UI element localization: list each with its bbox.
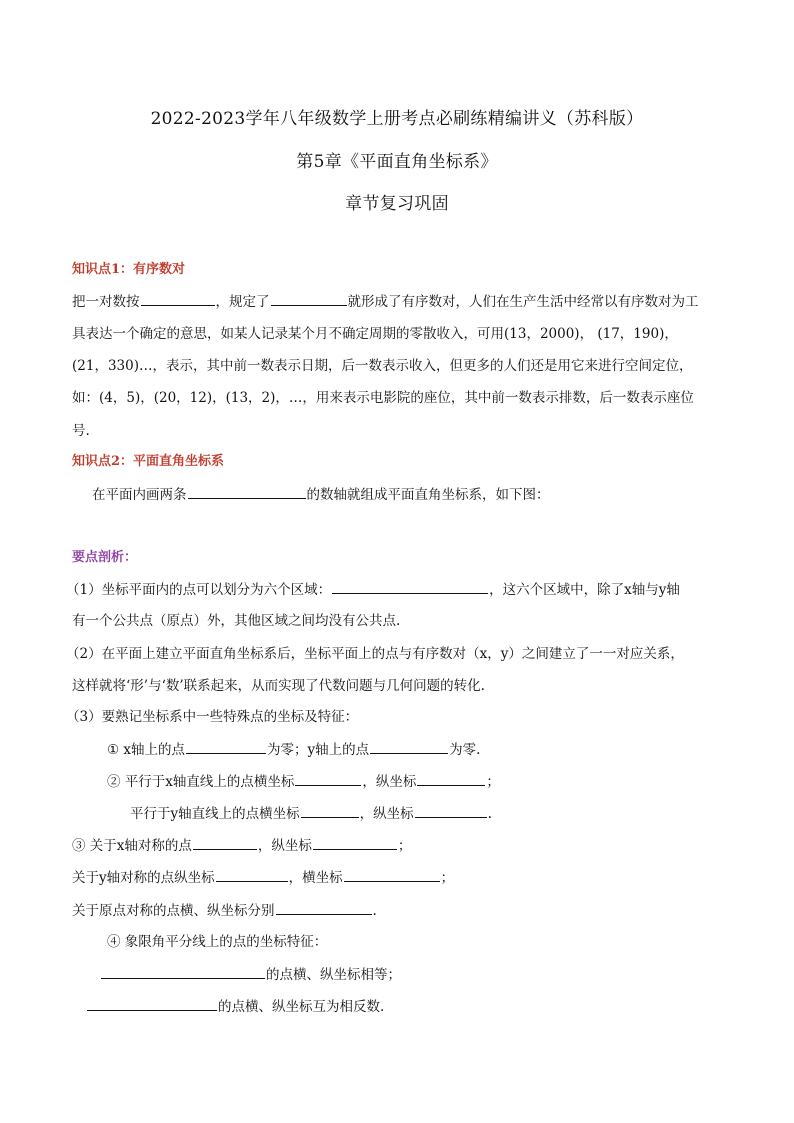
kp1-text: 就形成了有序数对，人们在生产生活中经常以有序数对为工 [347,294,699,310]
analysis-text: ，纵坐标 [362,774,417,790]
kp1-text: ，规定了 [215,294,270,310]
analysis-heading: 要点剖析： [72,550,138,565]
analysis-item-2-line-2 [130,803,492,824]
kp1-line-5: 号. [72,423,90,439]
analysis-text: 关于原点对称的点横、纵坐标分别 [72,903,275,919]
analysis-text: 平行于y轴直线上的点横坐标 [130,806,300,822]
analysis-text: 为零. [449,742,481,758]
analysis-text: ① x轴上的点 [107,742,186,758]
analysis-text: 的点横、纵坐标互为相反数. [218,999,385,1015]
answer-blank [276,900,372,915]
kp2-line-1 [92,484,550,505]
analysis-text: ； [397,838,412,854]
analysis-text: ，横坐标 [288,870,343,886]
analysis-text: . [487,806,492,822]
analysis-item-3-line-1 [72,835,411,856]
kp1-line-1 [72,291,699,312]
analysis-p2-line-2: 这样就将‘形’与‘数’联系起来，从而实现了代数问题与几何问题的转化. [72,678,485,694]
document-title: 2022-2023学年八年级数学上册考点必刷练精编讲义（苏科版） [150,109,644,129]
kp2-text: 在平面内画两条 [92,487,187,503]
kp1-line-2: 具表达一个确定的意思，如某人记录某个月不确定周期的零散收入，可用(13，2000)， (17，190)， [72,326,678,342]
answer-blank [313,835,397,850]
chapter-title: 第5章《平面直角坐标系》 [296,152,498,172]
section-title: 章节复习巩固 [345,194,449,214]
answer-blank [370,739,448,754]
analysis-text: 的点横、纵坐标相等； [266,967,401,983]
analysis-p3: （3）要熟记坐标系中一些特殊点的坐标及特征： [66,709,359,725]
analysis-text: ； [440,870,455,886]
analysis-text: ，这六个区域中，除了x轴与y轴 [489,582,680,598]
answer-blank [101,964,265,979]
analysis-text: ③ 关于x轴对称的点 [72,838,192,854]
kp1-text: 把一对数按 [72,294,140,310]
analysis-p2-line-1: （2）在平面上建立平面直角坐标系后，坐标平面上的点与有序数对（x，y）之间建立了一一对应关系， [66,646,684,662]
kp1-line-3: (21，330)…，表示，其中前一数表示日期，后一数表示收入，但更多的人们还是用它来进行空间定位， [72,358,693,374]
answer-blank [332,579,488,594]
answer-blank [417,771,485,786]
analysis-text: ② 平行于x轴直线上的点横坐标 [107,774,295,790]
analysis-item-2-line-1 [107,771,500,792]
kp2-heading: 知识点2：平面直角坐标系 [72,454,225,469]
answer-blank [415,803,487,818]
analysis-item-4: ④ 象限角平分线上的点的坐标特征： [107,934,328,950]
answer-blank [301,803,359,818]
answer-blank [295,771,361,786]
analysis-text: ，纵坐标 [359,806,414,822]
analysis-text: （1）坐标平面内的点可以划分为六个区域： [66,582,332,598]
kp1-line-4: 如：(4，5)，(20，12)，(13，2)，…，用来表示电影院的座位，其中前一数表示排数，后一数表示座位 [72,390,694,406]
analysis-text: . [372,903,377,919]
kp2-text: 的数轴就组成平面直角坐标系，如下图： [306,487,550,503]
answer-blank [216,867,288,882]
analysis-p1-line-1 [66,579,680,600]
answer-blank [193,835,257,850]
answer-blank [344,867,440,882]
analysis-item-4-line-2 [86,996,384,1017]
analysis-item-1 [107,739,480,760]
answer-blank [186,739,266,754]
analysis-text: 为零；y轴上的点 [267,742,370,758]
analysis-item-4-line-1 [100,964,401,985]
answer-blank [87,996,217,1011]
analysis-text: ； [486,774,500,790]
analysis-p1-line-2: 有一个公共点（原点）外，其他区域之间均没有公共点. [72,613,401,629]
analysis-text: ，纵坐标 [257,838,312,854]
analysis-item-3-line-3 [72,900,377,921]
analysis-item-3-line-2 [72,867,454,888]
answer-blank [141,291,215,306]
answer-blank [271,291,347,306]
answer-blank [188,484,306,499]
kp1-heading: 知识点1：有序数对 [72,262,186,277]
analysis-text: 关于y轴对称的点纵坐标 [72,870,215,886]
